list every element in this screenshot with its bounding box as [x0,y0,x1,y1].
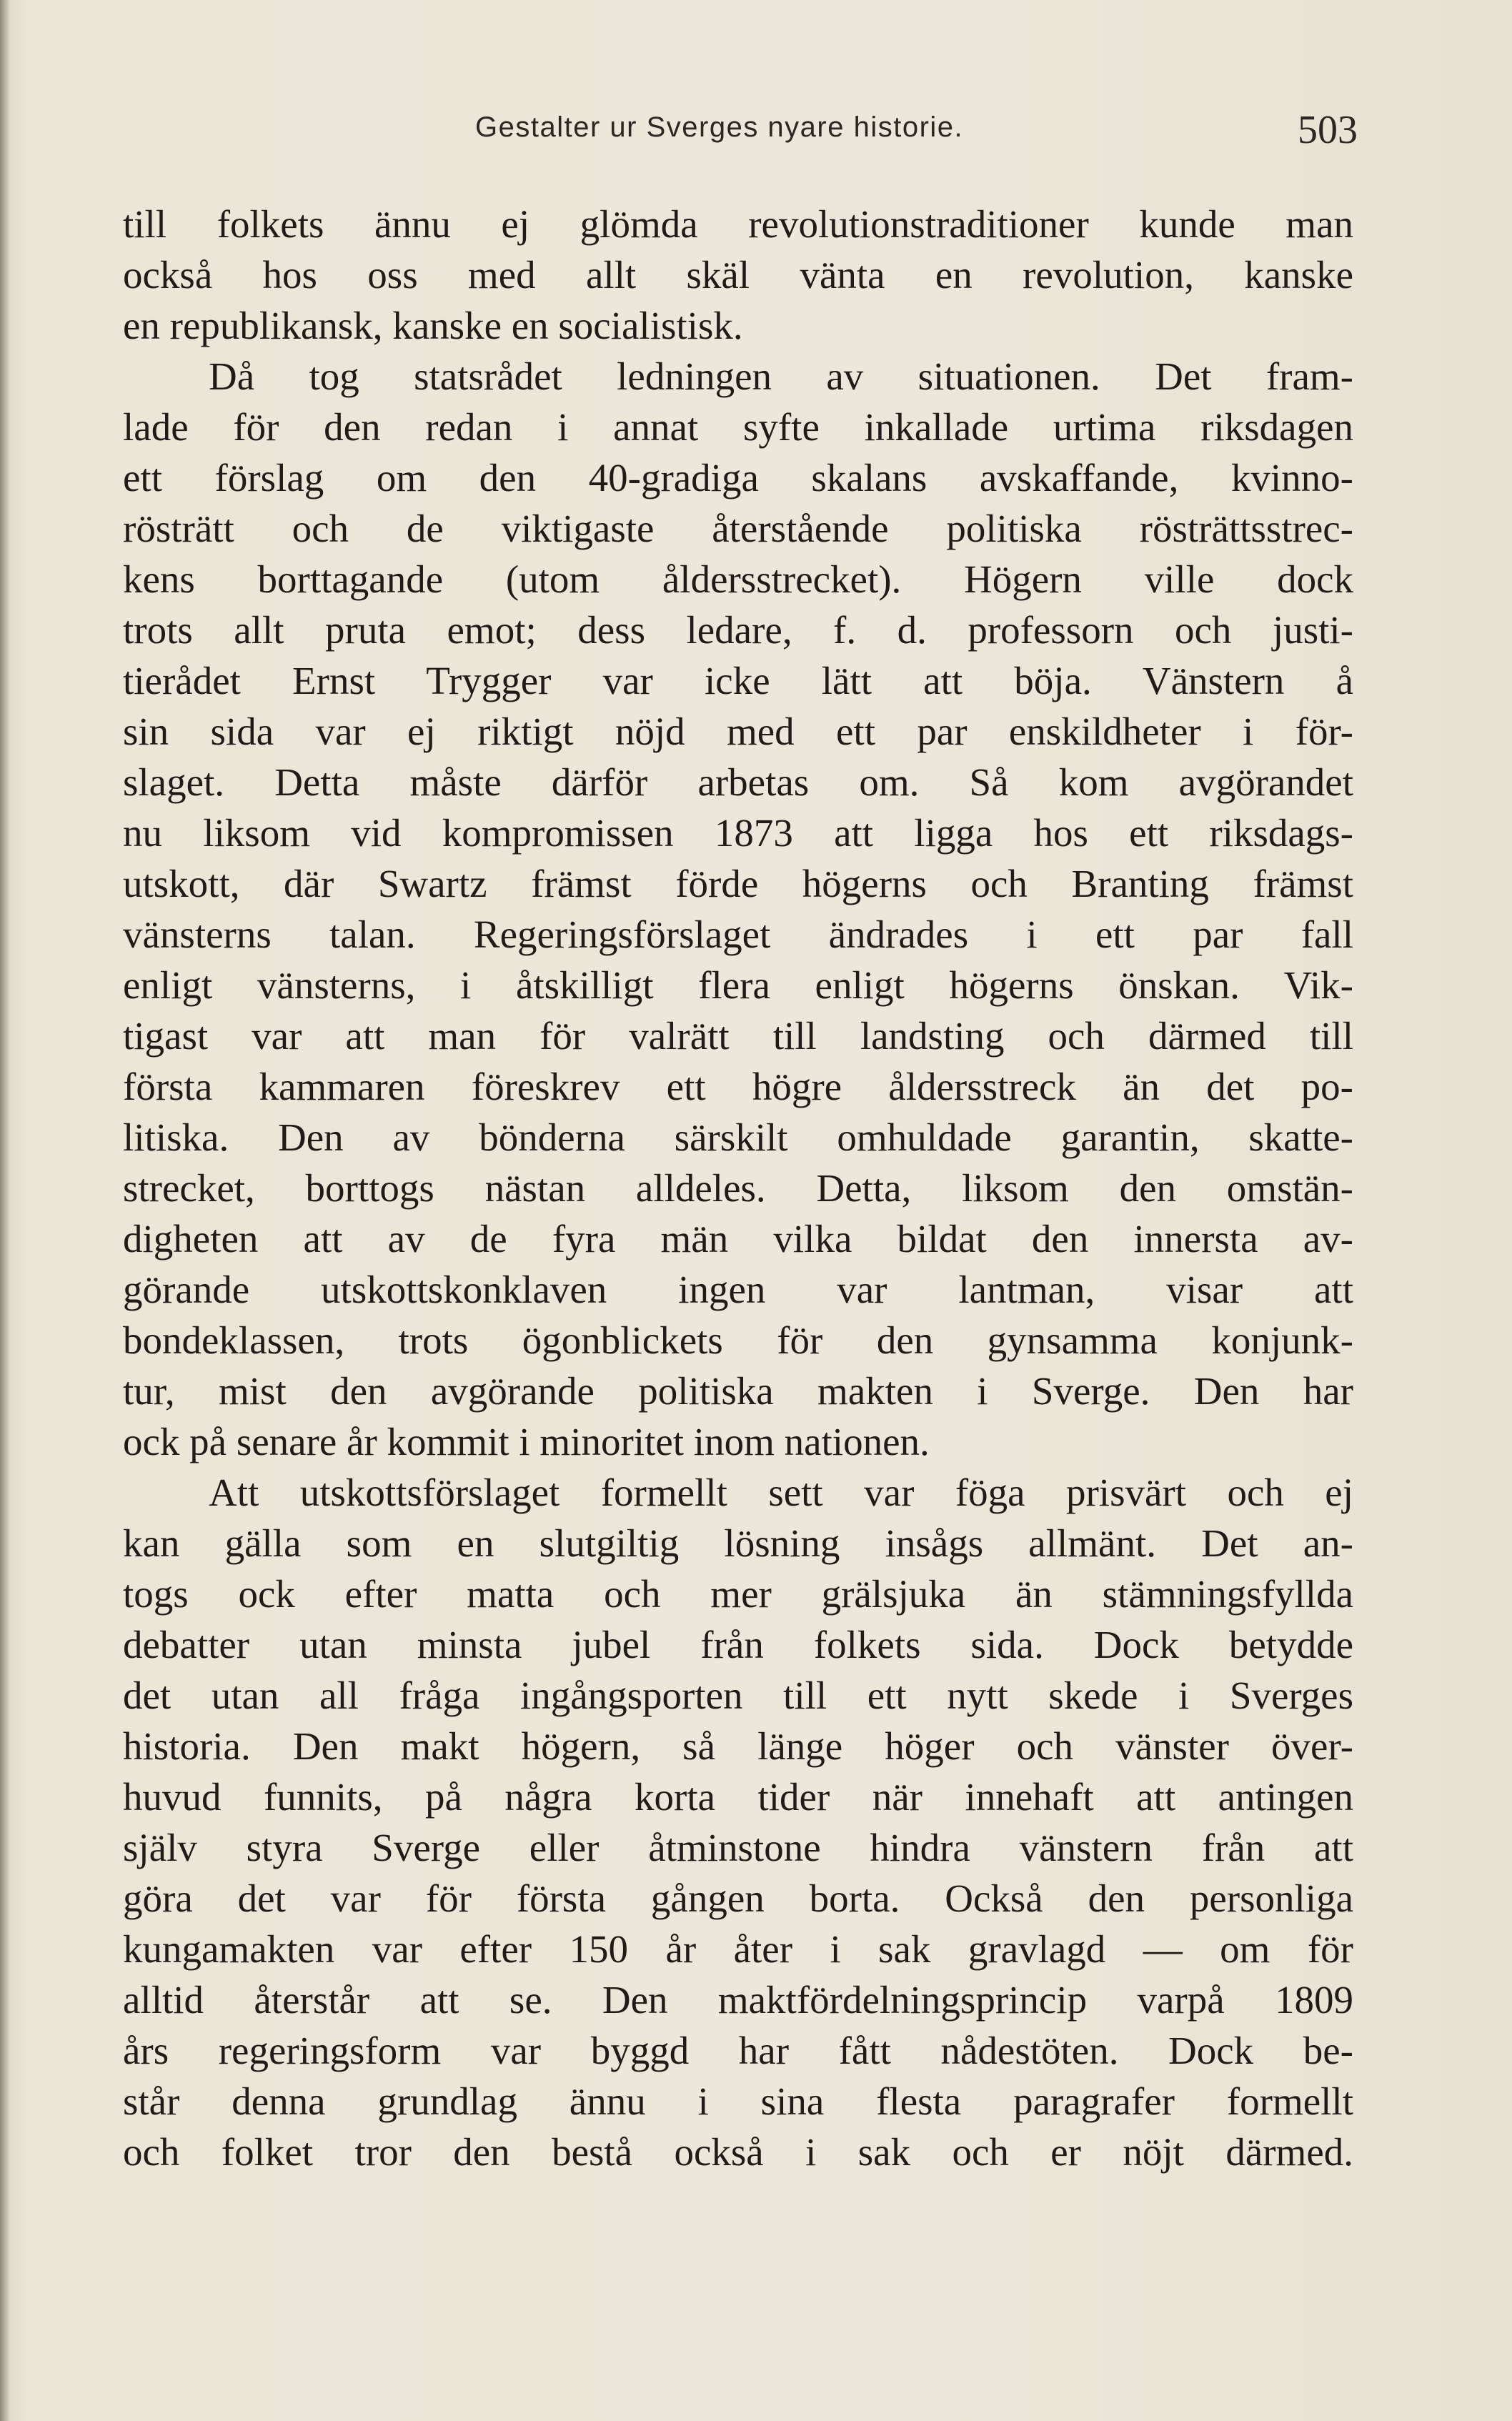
text-line: ett förslag om den 40-gradiga skalans avskaffande, kvinno- [123,456,1353,499]
text-line: tierådet Ernst Trygger var icke lätt att böja. Vänstern å [123,659,1353,702]
text-line: alltid återstår att se. Den maktfördelningsprincip varpå 1809 [123,1978,1353,2022]
text-line: bondeklassen, trots ögonblickets för den gynsamma konjunk- [123,1318,1353,1362]
text-line: tigast var att man för valrätt till landsting och därmed till [123,1014,1353,1058]
text-line: står denna grundlag ännu i sina flesta paragrafer formellt [123,2079,1353,2123]
text-line: själv styra Sverge eller åtminstone hindra vänstern från att [123,1826,1353,1869]
text-line: en republikansk, kanske en socialistisk. [123,304,743,347]
text-line: enligt vänsterns, i åtskilligt flera enligt högerns önskan. Vik- [123,963,1353,1007]
running-title: Gestalter ur Sverges nyare historie. [475,111,964,143]
text-line: debatter utan minsta jubel från folkets sida. Dock betydde [123,1623,1353,1666]
text-line: slaget. Detta måste därför arbetas om. Så kom avgörandet [123,760,1353,804]
text-line: kens borttagande (utom åldersstrecket). Högern ville dock [123,557,1353,601]
text-line: nu liksom vid kompromissen 1873 att ligga hos ett riksdags- [123,811,1353,855]
text-line: digheten att av de fyra män vilka bildat den innersta av- [123,1217,1353,1261]
text-line: kungamakten var efter 150 år åter i sak gravlagd — om för [123,1927,1353,1971]
text-line: Att utskottsförslaget formellt sett var föga prisvärt och ej [209,1471,1353,1514]
text-line: vänsterns talan. Regeringsförslaget ändrades i ett par fall [123,913,1353,956]
text-line: till folkets ännu ej glömda revolutionstraditioner kunde man [123,202,1353,246]
text-line: göra det var för första gången borta. Också den personliga [123,1876,1353,1920]
page-binding-edge [0,0,10,2421]
text-line: års regeringsform var byggd har fått nådestöten. Dock be- [123,2029,1353,2072]
text-line: Då tog statsrådet ledningen av situationen. Det fram- [209,354,1353,398]
text-line: görande utskottskonklaven ingen var lantman, visar att [123,1268,1353,1311]
page-number: 503 [1298,108,1358,152]
text-line: strecket, borttogs nästan alldeles. Detta, liksom den omstän- [123,1166,1353,1210]
text-line: kan gälla som en slutgiltig lösning insågs allmänt. Det an- [123,1521,1353,1565]
text-line: sin sida var ej riktigt nöjd med ett par enskildheter i för- [123,710,1353,753]
text-line: utskott, där Swartz främst förde högerns och Branting främst [123,862,1353,905]
text-line: första kammaren föreskrev ett högre åldersstreck än det po- [123,1065,1353,1108]
text-line: huvud funnits, på några korta tider när innehaft att antingen [123,1775,1353,1819]
text-line: ock på senare år kommit i minoritet inom nationen. [123,1420,930,1463]
body-text [123,199,1353,2177]
text-line: historia. Den makt högern, så länge höger och vänster över- [123,1724,1353,1768]
text-line: rösträtt och de viktigaste återstående politiska rösträttsstrec- [123,507,1353,550]
text-line: litiska. Den av bönderna särskilt omhuldade garantin, skatte- [123,1115,1353,1159]
text-line: tur, mist den avgörande politiska makten i Sverge. Den har [123,1369,1353,1413]
text-line: och folket tror den bestå också i sak och er nöjt därmed. [123,2130,1353,2174]
text-line: trots allt pruta emot; dess ledare, f. d. professorn och justi- [123,608,1353,652]
text-line: lade för den redan i annat syfte inkallade urtima riksdagen [123,405,1353,449]
text-line: också hos oss med allt skäl vänta en revolution, kanske [123,253,1353,297]
page-header [121,107,1358,164]
text-line: togs ock efter matta och mer grälsjuka än stämningsfyllda [123,1572,1353,1616]
text-line: det utan all fråga ingångsporten till ett nytt skede i Sverges [123,1674,1353,1717]
